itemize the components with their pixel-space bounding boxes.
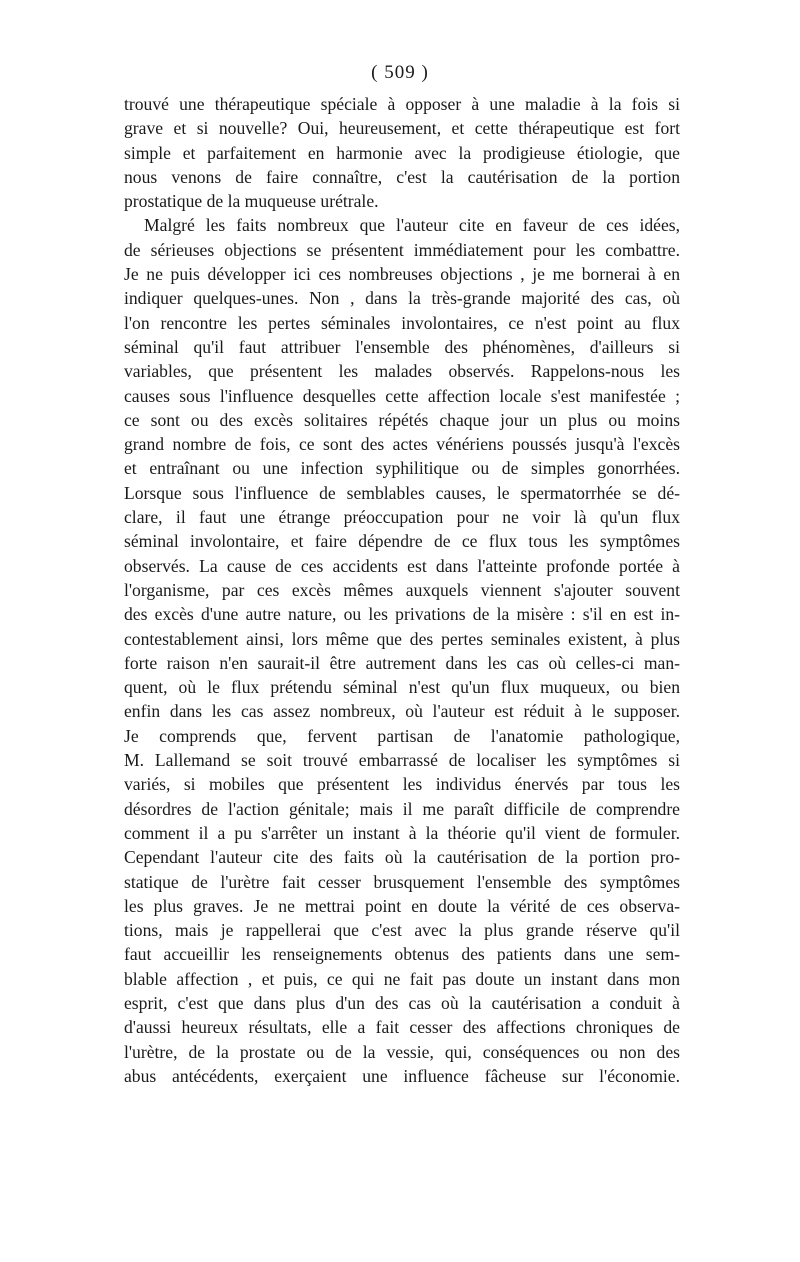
text-line: nous venons de faire connaître, c'est la cautérisation de la portion bbox=[124, 166, 680, 187]
text-line: forte raison n'en saurait-il être autrement dans les cas où celles-ci man- bbox=[124, 652, 680, 673]
text-line: blable affection , et puis, ce qui ne fait pas doute un instant dans mon bbox=[124, 968, 680, 989]
text-line: esprit, c'est que dans plus d'un des cas où la cautérisation a conduit à bbox=[124, 992, 680, 1013]
text-line: Je ne puis développer ici ces nombreuses objections , je me bornerai à en bbox=[124, 264, 680, 285]
text-line: enfin dans les cas assez nombreux, où l'auteur est réduit à le supposer. bbox=[124, 701, 680, 722]
text-line: de sérieuses objections se présentent immédiatement pour les combattre. bbox=[124, 239, 680, 260]
body-text bbox=[124, 92, 680, 1088]
text-line: l'urètre, de la prostate ou de la vessie, qui, conséquences ou non des bbox=[124, 1041, 680, 1062]
text-line: comment il a pu s'arrêter un instant à la théorie qu'il vient de formuler. bbox=[124, 822, 680, 843]
text-line: séminal involontaire, et faire dépendre de ce flux tous les symptômes bbox=[124, 531, 680, 552]
text-line: les plus graves. Je ne mettrai point en doute la vérité de ces observa- bbox=[124, 895, 680, 916]
text-line: statique de l'urètre fait cesser brusquement l'ensemble des symptômes bbox=[124, 871, 680, 892]
text-line: grave et si nouvelle? Oui, heureusement, et cette thérapeutique est fort bbox=[124, 118, 680, 139]
text-line: d'aussi heureux résultats, elle a fait cesser des affections chroniques de bbox=[124, 1017, 680, 1038]
text-line: contestablement ainsi, lors même que des pertes seminales existent, à plus bbox=[124, 628, 680, 649]
text-line: clare, il faut une étrange préoccupation pour ne voir là qu'un flux bbox=[124, 507, 680, 528]
page-number: ( 509 ) bbox=[371, 62, 429, 83]
text-line: Cependant l'auteur cite des faits où la cautérisation de la portion pro- bbox=[124, 847, 680, 868]
text-line: variables, que présentent les malades observés. Rappelons-nous les bbox=[124, 361, 680, 382]
text-line: faut accueillir les renseignements obtenus des patients dans une sem- bbox=[124, 944, 680, 965]
text-line: variés, si mobiles que présentent les individus énervés par tous les bbox=[124, 774, 680, 795]
text-line: trouvé une thérapeutique spéciale à opposer à une maladie à la fois si bbox=[124, 94, 680, 114]
text-line: l'organisme, par ces excès mêmes auxquels viennent s'ajouter souvent bbox=[124, 579, 680, 600]
text-line: quent, où le flux prétendu séminal n'est qu'un flux muqueux, ou bien bbox=[124, 677, 680, 698]
text-line: l'on rencontre les pertes séminales involontaires, ce n'est point au flux bbox=[124, 312, 680, 333]
text-line: grand nombre de fois, ce sont des actes vénériens poussés jusqu'à l'excès bbox=[124, 434, 680, 455]
text-line: causes sous l'influence desquelles cette affection locale s'est manifestée ; bbox=[124, 385, 680, 406]
text-line: et entraînant ou une infection syphilitique ou de simples gonorrhées. bbox=[124, 458, 680, 479]
text-line: abus antécédents, exerçaient une influence fâcheuse sur l'économie. bbox=[124, 1065, 680, 1086]
text-line: tions, mais je rappellerai que c'est avec la plus grande réserve qu'il bbox=[124, 920, 680, 941]
text-line: ce sont ou des excès solitaires répétés chaque jour un plus ou moins bbox=[124, 409, 680, 430]
text-line: des excès d'une autre nature, ou les privations de la misère : s'il en est in- bbox=[124, 604, 680, 625]
text-line: Je comprends que, fervent partisan de l'anatomie pathologique, bbox=[124, 725, 680, 746]
text-line: désordres de l'action génitale; mais il me paraît difficile de comprendre bbox=[124, 798, 680, 819]
text-line: observés. La cause de ces accidents est dans l'atteinte profonde portée à bbox=[124, 555, 680, 576]
text-line: séminal qu'il faut attribuer l'ensemble des phénomènes, d'ailleurs si bbox=[124, 336, 680, 357]
text-line: indiquer quelques-unes. Non , dans la très-grande majorité des cas, où bbox=[124, 288, 680, 309]
text-line: M. Lallemand se soit trouvé embarrassé de localiser les symptômes si bbox=[124, 750, 680, 771]
text-line: simple et parfaitement en harmonie avec la prodigieuse étiologie, que bbox=[124, 142, 680, 163]
text-line: Malgré les faits nombreux que l'auteur cite en faveur de ces idées, bbox=[144, 215, 680, 236]
text-line: prostatique de la muqueuse urétrale. bbox=[124, 191, 379, 212]
text-line: Lorsque sous l'influence de semblables causes, le spermatorrhée se dé- bbox=[124, 482, 680, 503]
